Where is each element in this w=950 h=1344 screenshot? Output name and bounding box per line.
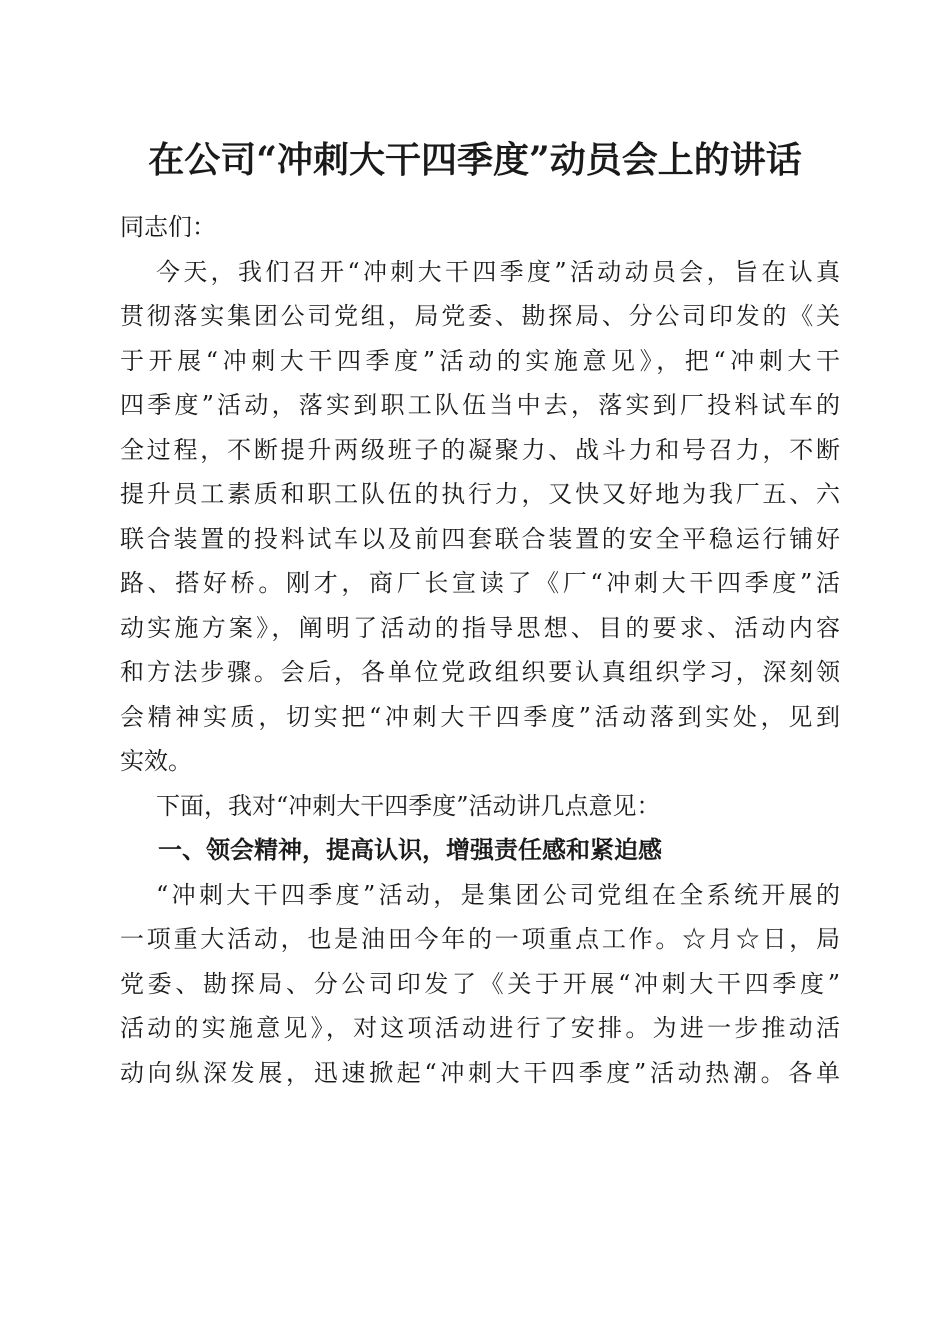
paragraph-line: 今天，我们召开“冲刺大干四季度”活动动员会，旨在认真 [156,257,840,286]
paragraph-line: 会精神实质，切实把“冲刺大干四季度”活动落到实处，见到 [120,702,840,731]
paragraph-line: 联合装置的投料试车以及前四套联合装置的安全平稳运行铺好 [120,524,840,553]
paragraph-intro: 下面，我对“冲刺大干四季度”活动讲几点意见： [156,791,661,820]
paragraph-line: 一项重大活动，也是油田今年的一项重点工作。☆月☆日，局 [120,925,840,953]
document-title: 在公司“冲刺大干四季度”动员会上的讲话 [148,139,802,181]
paragraph-line: 动向纵深发展，迅速掀起“冲刺大干四季度”活动热潮。各单 [120,1058,840,1087]
paragraph-line: “冲刺大干四季度”活动，是集团公司党组在全系统开展的 [156,880,840,909]
paragraph-line: 动实施方案》，阐明了活动的指导思想、目的要求、活动内容 [120,613,840,642]
paragraph-line: 和方法步骤。会后，各单位党政组织要认真组织学习，深刻领 [120,658,840,686]
salutation: 同志们： [120,213,216,241]
paragraph-line: 活动的实施意见》，对这项活动进行了安排。为进一步推动活 [120,1014,840,1042]
paragraph-line: 四季度”活动，落实到职工队伍当中去，落实到厂投料试车的 [120,391,840,419]
paragraph-line: 党委、勘探局、分公司印发了《关于开展“冲刺大干四季度” [120,969,840,998]
paragraph-line: 实效。 [120,747,192,775]
paragraph-line: 于开展“冲刺大干四季度”活动的实施意见》，把“冲刺大干 [120,346,840,375]
paragraph-line: 贯彻落实集团公司党组，局党委、勘探局、分公司印发的《关 [120,302,840,330]
paragraph-line: 全过程，不断提升两级班子的凝聚力、战斗力和号召力，不断 [120,435,840,464]
paragraph-line: 路、搭好桥。刚才，商厂长宣读了《厂“冲刺大干四季度”活 [120,569,840,597]
document-body [120,205,840,1095]
paragraph-line: 提升员工素质和职工队伍的执行力，又快又好地为我厂五、六 [120,480,840,508]
section-heading: 一、领会精神，提高认识，增强责任感和紧迫感 [158,836,662,864]
